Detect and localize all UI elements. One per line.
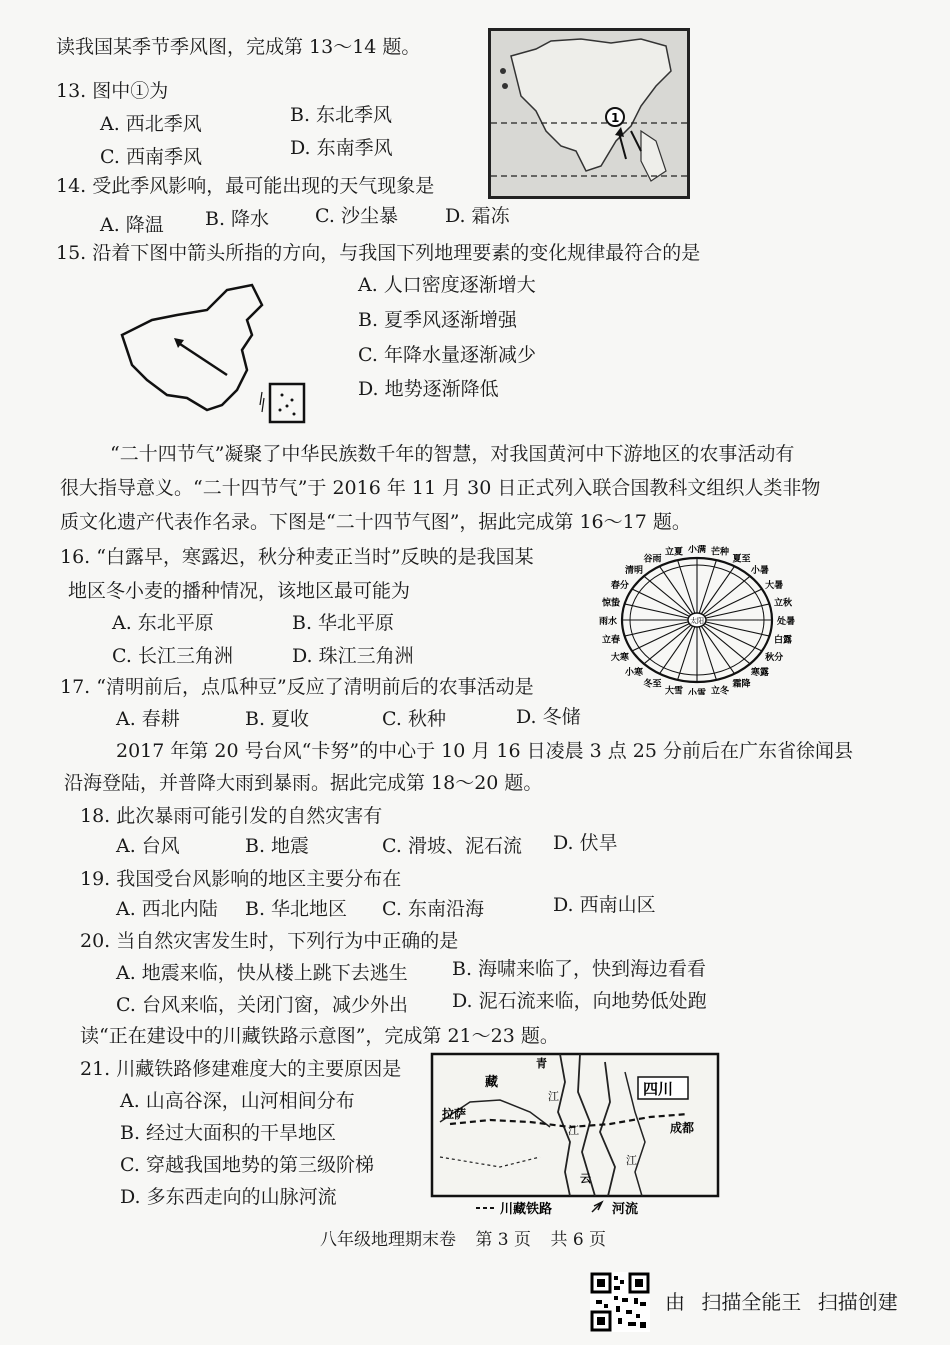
q14-option-a: A. 降温 (100, 214, 164, 236)
q21-option-c: C. 穿越我国地势的第三级阶梯 (120, 1154, 374, 1176)
label-sichuan: 四川 (643, 1080, 674, 1098)
solar-term-label: 小暑 (750, 566, 769, 577)
q21-option-b: B. 经过大面积的干旱地区 (120, 1122, 337, 1144)
solar-term-label: 立秋 (773, 598, 792, 609)
label-qing: 青 (536, 1057, 547, 1070)
solar-term-label: 大暑 (765, 581, 784, 591)
q15-option-b: B. 夏季风逐渐增强 (358, 309, 518, 331)
passage2-line2: 沿海登陆，并普降大雨到暴雨。据此完成第 18～20 题。 (64, 772, 543, 794)
q20-option-c: C. 台风来临，关闭门窗，减少外出 (116, 994, 408, 1016)
q16-option-b: B. 华北平原 (292, 612, 395, 634)
q20-option-a: A. 地震来临，快从楼上跳下去逃生 (116, 962, 408, 984)
monsoon-marker-1: 1 (611, 111, 620, 125)
q16-option-d: D. 珠江三角洲 (292, 645, 414, 667)
solar-term-label: 冬至 (643, 679, 662, 690)
sichuan-tibet-railway-map (430, 1052, 720, 1217)
label-chengdu: 成都 (670, 1121, 695, 1135)
question-16-stem1: 16. “白露早，寒露迟，秋分种麦正当时”反映的是我国某 (60, 546, 534, 568)
q16-option-c: C. 长江三角洲 (112, 645, 233, 667)
q19-option-a: A. 西北内陆 (116, 898, 218, 920)
solar-term-label: 夏至 (732, 554, 751, 565)
q17-option-d: D. 冬储 (516, 706, 581, 728)
solar-term-label: 立春 (602, 635, 621, 646)
footer-total: 共 6 页 (550, 1230, 607, 1250)
solar-term-label: 小满 (687, 545, 707, 555)
camscanner-app-name: 扫描全能王 (701, 1290, 802, 1314)
solar-term-label: 寒露 (750, 667, 769, 678)
q14-option-c: C. 沙尘暴 (315, 205, 398, 227)
question-18-stem: 18. 此次暴雨可能引发的自然灾害有 (80, 805, 383, 827)
solar-term-label: 谷雨 (643, 554, 662, 565)
q20-option-b: B. 海啸来临了，快到海边看看 (452, 958, 707, 980)
solar-term-label: 立夏 (664, 547, 683, 558)
question-16-stem2: 地区冬小麦的播种情况，该地区最可能为 (68, 580, 411, 602)
q16-option-a: A. 东北平原 (112, 612, 214, 634)
solar-term-label: 处暑 (776, 617, 796, 627)
question-17-stem: 17. “清明前后，点瓜种豆”反应了清明前后的农事活动是 (60, 676, 534, 698)
qr-code-icon (590, 1272, 650, 1332)
camscanner-by: 由 (665, 1290, 685, 1314)
solar-term-label: 惊蛰 (602, 598, 621, 609)
q14-option-d: D. 霜冻 (445, 205, 510, 227)
solar-term-label: 清明 (625, 566, 644, 577)
footer-page: 第 3 页 (475, 1230, 532, 1250)
label-yun: 云 (580, 1172, 591, 1185)
solar-term-label: 秋分 (765, 653, 784, 663)
label-tibet: 藏 (485, 1075, 499, 1090)
q18-option-c: C. 滑坡、泥石流 (382, 835, 522, 857)
monsoon-map (488, 28, 690, 199)
q15-option-c: C. 年降水量逐渐减少 (358, 344, 536, 366)
solar-term-label: 春分 (610, 581, 629, 591)
solar-terms-wheel (582, 545, 812, 695)
q19-option-d: D. 西南山区 (553, 894, 656, 916)
q18-option-b: B. 地震 (245, 835, 310, 857)
china-arrow-map (112, 280, 312, 425)
page-footer (320, 1230, 620, 1250)
question-15-stem: 15. 沿着下图中箭头所指的方向，与我国下列地理要素的变化规律最符合的是 (56, 242, 701, 264)
q13-option-c: C. 西南季风 (100, 146, 202, 168)
q17-option-c: C. 秋种 (382, 708, 446, 730)
question-20-stem: 20. 当自然灾害发生时，下列行为中正确的是 (80, 930, 459, 952)
passage2-line1: 2017 年第 20 号台风“卡努”的中心于 10 月 16 日凌晨 3 点 25 分前后在广东省徐闻县 (116, 740, 854, 762)
q15-option-a: A. 人口密度逐渐增大 (358, 274, 536, 296)
passage1-line1: “二十四节气”凝聚了中华民族数千年的智慧，对我国黄河中下游地区的农事活动有 (110, 443, 795, 465)
solar-term-label: 白露 (773, 635, 792, 646)
solar-term-label: 霜降 (732, 679, 751, 690)
question-19-stem: 19. 我国受台风影响的地区主要分布在 (80, 868, 402, 890)
passage1-line2: 很大指导意义。“二十四节气”于 2016 年 11 月 30 日正式列入联合国教科文组织人类非物 (60, 477, 821, 499)
q14-option-b: B. 降水 (205, 208, 270, 230)
label-lhasa: 拉萨 (442, 1107, 467, 1121)
q13-option-d: D. 东南季风 (290, 137, 393, 159)
footer-title: 八年级地理期末卷 (320, 1230, 456, 1250)
label-jiang-3: 江 (626, 1154, 637, 1167)
q21-option-a: A. 山高谷深，山河相间分布 (120, 1090, 355, 1112)
camscanner-watermark (590, 1272, 930, 1334)
intro-13-14: 读我国某季节季风图，完成第 13～14 题。 (56, 36, 421, 58)
q19-option-c: C. 东南沿海 (382, 898, 484, 920)
solar-term-label: 立冬 (711, 686, 730, 695)
camscanner-made: 扫描创建 (817, 1290, 898, 1314)
label-jiang-2: 江 (568, 1124, 579, 1137)
solar-term-label: 雨水 (598, 617, 618, 627)
question-14-stem: 14. 受此季风影响，最可能出现的天气现象是 (56, 175, 435, 197)
label-jiang-1: 江 (548, 1090, 559, 1103)
q17-option-b: B. 夏收 (245, 708, 310, 730)
solar-term-label: 大寒 (610, 653, 629, 663)
question-13-stem: 13. 图中①为 (56, 80, 169, 102)
solar-term-label: 小寒 (625, 667, 644, 678)
q17-option-a: A. 春耕 (116, 708, 180, 730)
solar-center-label: 太阳 (690, 617, 704, 625)
solar-term-label: 芒种 (711, 547, 730, 558)
question-21-stem: 21. 川藏铁路修建难度大的主要原因是 (80, 1058, 402, 1080)
legend-river: 河流 (612, 1202, 639, 1217)
q20-option-d: D. 泥石流来临，向地势低处跑 (452, 990, 707, 1012)
solar-term-label: 大雪 (664, 686, 683, 695)
q15-option-d: D. 地势逐渐降低 (358, 378, 499, 400)
q18-option-d: D. 伏旱 (553, 832, 618, 854)
q13-option-b: B. 东北季风 (290, 104, 393, 126)
solar-term-label: 小雪 (687, 689, 707, 695)
q19-option-b: B. 华北地区 (245, 898, 348, 920)
q18-option-a: A. 台风 (116, 835, 180, 857)
passage1-line3: 质文化遗产代表作名录。下图是“二十四节气图”，据此完成第 16～17 题。 (60, 511, 691, 533)
intro-21-23: 读“正在建设中的川藏铁路示意图”，完成第 21～23 题。 (80, 1025, 559, 1047)
q13-option-a: A. 西北季风 (100, 113, 202, 135)
q21-option-d: D. 多东西走向的山脉河流 (120, 1186, 337, 1208)
legend-railway: 川藏铁路 (500, 1202, 553, 1217)
